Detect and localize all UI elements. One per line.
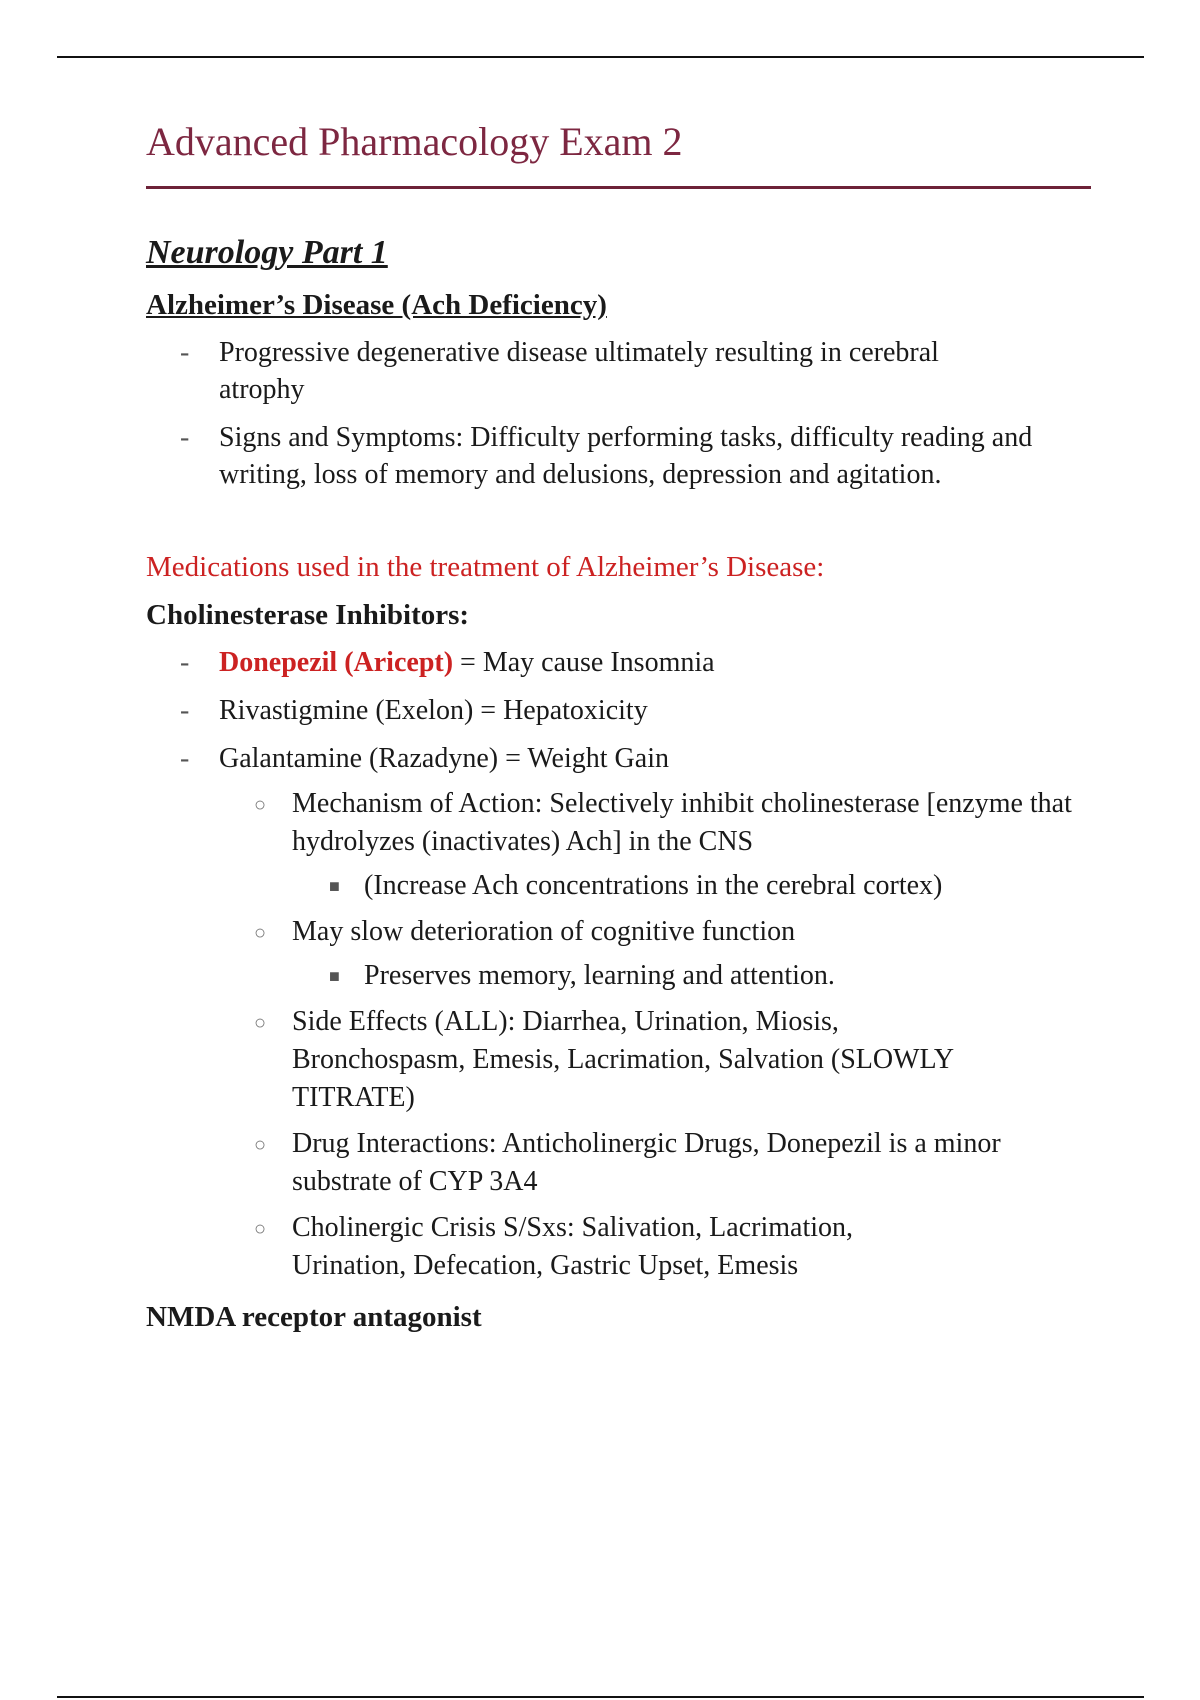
list-item: - Rivastigmine (Exelon) = Hepatoxicity: [146, 692, 1019, 729]
list-item: - Galantamine (Razadyne) = Weight Gain: [146, 740, 1019, 777]
cholinesterase-heading: Cholinesterase Inhibitors:: [146, 599, 470, 631]
sub-detail-list: [146, 957, 1091, 995]
detail-list: [146, 785, 1091, 861]
page-top-rule: [57, 56, 1144, 58]
list-item: ○ Cholinergic Crisis S/Sxs: Salivation, Lacrimation, Urination, Defecation, Gastric Upset, Emesis: [146, 1209, 942, 1285]
medications-heading: Medications used in the treatment of Alzheimer’s Disease:: [146, 551, 825, 583]
nmda-heading: NMDA receptor antagonist: [146, 1301, 482, 1333]
title-divider: [146, 186, 1091, 189]
part-heading: Neurology Part 1: [146, 234, 388, 271]
detail-list: [146, 1003, 1091, 1285]
drug-effect: = May cause Insomnia: [453, 647, 715, 678]
list-item: ○ May slow deterioration of cognitive function: [146, 913, 1092, 951]
drug-name-highlight: Donepezil (Aricept): [219, 647, 454, 678]
list-item: - Signs and Symptoms: Difficulty performing tasks, difficulty reading and writing, loss of memory and delusions, depression and agitation.: [146, 419, 1079, 493]
list-item: ■ (Increase Ach concentrations in the cerebral cortex): [146, 867, 1091, 905]
list-item: [146, 785, 1092, 861]
sub-detail-list: [146, 867, 1091, 905]
page-bottom-rule: [57, 1696, 1144, 1698]
list-item: ■ Preserves memory, learning and attention.: [146, 957, 1091, 995]
drug-list: [146, 644, 1091, 777]
list-item: - Progressive degenerative disease ultimately resulting in cerebral atrophy: [146, 334, 1019, 408]
intro-list: [146, 334, 1091, 493]
document-title: Advanced Pharmacology Exam 2: [146, 119, 683, 164]
detail-text: Mechanism of Action: Selectively inhibit cholinesterase [enzyme that hydrolyzes (inactivates) Ach] in the CNS: [292, 788, 1072, 857]
list-item: [146, 644, 1019, 681]
detail-list: [146, 913, 1091, 951]
list-item: ○ Side Effects (ALL): Diarrhea, Urination, Miosis, Bronchospasm, Emesis, Lacrimation, Salvation (SLOWLY TITRATE): [146, 1003, 1002, 1117]
document-body: [146, 118, 1091, 1335]
list-item: ○ Drug Interactions: Anticholinergic Drugs, Donepezil is a minor substrate of CYP 3A4: [146, 1125, 1072, 1201]
section-heading: Alzheimer’s Disease (Ach Deficiency): [146, 289, 607, 321]
